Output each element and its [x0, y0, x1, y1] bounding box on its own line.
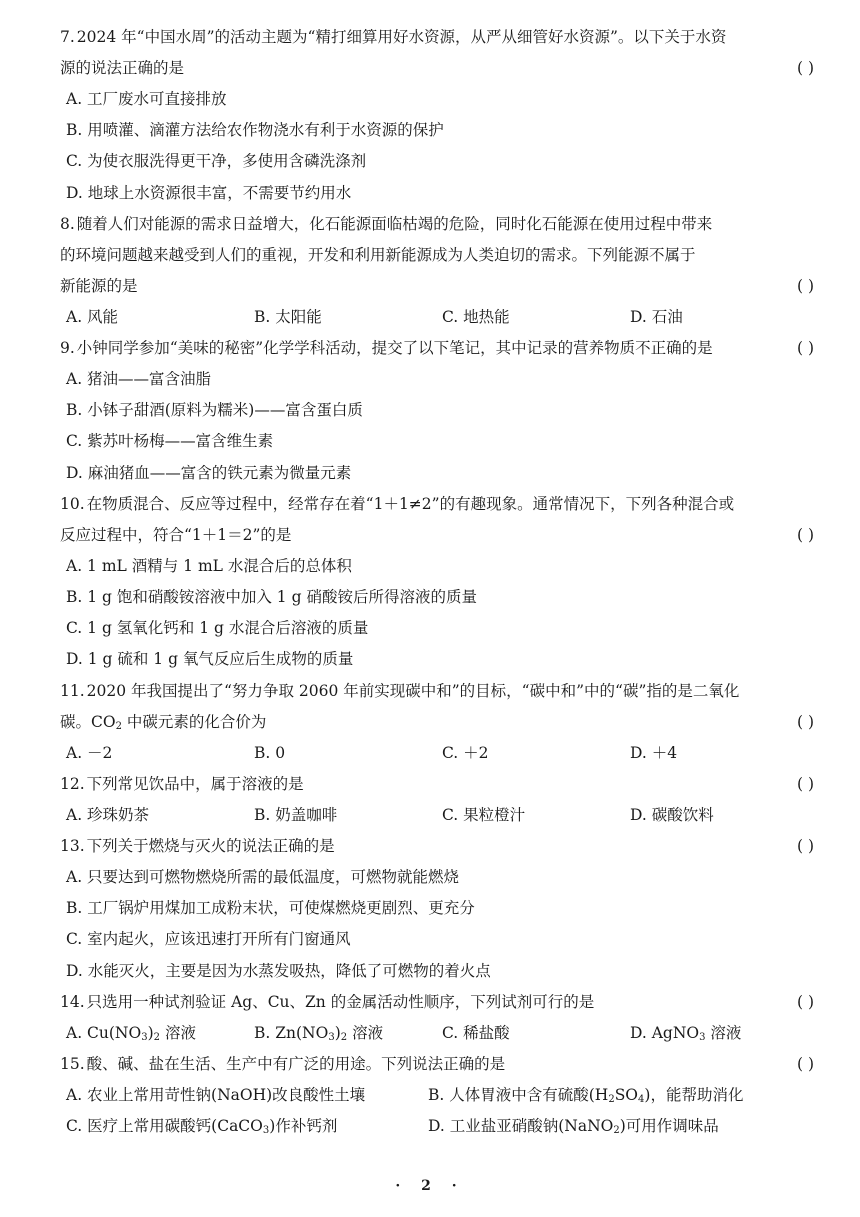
question-number: 11. [60, 681, 85, 700]
question-stem [60, 676, 824, 707]
question-stem [60, 489, 824, 520]
subscript: 2 [115, 720, 122, 732]
subscript: 4 [638, 1094, 645, 1106]
option-a: A. 猪油——富含油脂 [66, 370, 212, 389]
option-c: C. 果粒橙汁 [442, 805, 526, 824]
question-15 [60, 1049, 824, 1142]
question-9 [60, 333, 824, 489]
option-d: D. ＋4 [630, 743, 678, 762]
question-7 [60, 22, 824, 209]
option-c: C. 为使衣服洗得更干净，多使用含磷洗涤剂 [66, 152, 367, 171]
question-stem-cont [60, 271, 824, 302]
option-b: B. 1 g 饱和硝酸铵溶液中加入 1 g 硝酸铵后所得溶液的质量 [66, 588, 477, 607]
option-d: D. 麻油猪血——富含的铁元素为微量元素 [66, 463, 352, 482]
options-grid [60, 1080, 824, 1142]
option-text: D. 工业盐亚硝酸钠(NaNO [428, 1117, 614, 1136]
option-a [66, 1018, 254, 1049]
subscript: 2 [340, 1031, 348, 1043]
option-a: A. 风能 [66, 307, 119, 326]
stem-text: 下列关于燃烧与灭火的说法正确的是 [86, 837, 335, 856]
question-number: 8. [60, 214, 75, 233]
option-text: ) [334, 1023, 341, 1042]
stem-text: 源的说法正确的是 [60, 59, 185, 77]
option-d: D. 1 g 硫和 1 g 氧气反应后生成物的质量 [66, 650, 354, 669]
question-stem-cont [60, 707, 824, 738]
option-text: B. 人体胃液中含有硫酸(H [428, 1086, 609, 1105]
question-stem [60, 22, 824, 53]
question-13 [60, 831, 824, 987]
option-text: SO [614, 1086, 639, 1105]
option-c: C. ＋2 [442, 743, 489, 762]
question-stem-cont [60, 520, 824, 551]
options-row [60, 738, 824, 769]
answer-blank[interactable]: ( ) [796, 276, 814, 295]
option-text: )，能帮助消化 [644, 1086, 744, 1105]
stem-text: 下列常见饮品中，属于溶液的是 [86, 774, 304, 793]
stem-text: 2020 年我国提出了“努力争取 2060 年前实现碳中和”的目标，“碳中和”中的“碳”指的是二氧化 [86, 681, 740, 700]
option-c: C. 稀盐酸 [442, 1023, 510, 1042]
stem-text: 碳。CO [60, 712, 116, 731]
answer-blank[interactable]: ( ) [796, 1055, 814, 1074]
option-text: 溶液 [705, 1023, 742, 1042]
answer-blank[interactable]: ( ) [796, 339, 814, 358]
stem-text: 中碳元素的化合价为 [121, 712, 267, 731]
option-a: A. 1 mL 酒精与 1 mL 水混合后的总体积 [66, 556, 352, 575]
options-row [60, 800, 824, 831]
question-stem [60, 769, 824, 800]
option-a: A. 只要达到可燃物燃烧所需的最低温度，可燃物就能燃烧 [66, 868, 460, 887]
option-c: C. 室内起火，应该迅速打开所有门窗通风 [66, 930, 351, 949]
option-text: ) [147, 1023, 154, 1042]
stem-text: 酸、碱、盐在生活、生产中有广泛的用途。下列说法正确的是 [86, 1055, 506, 1074]
option-a: A. 农业上常用苛性钠(NaOH)改良酸性土壤 [66, 1086, 366, 1105]
option-a: A. 工厂废水可直接排放 [66, 90, 227, 108]
subscript: 3 [141, 1031, 148, 1043]
subscript: 2 [608, 1094, 615, 1106]
question-number: 14. [60, 992, 85, 1011]
option-b: B. 工厂锅炉用煤加工成粉末状，可使煤燃烧更剧烈、更充分 [66, 899, 475, 918]
question-stem [60, 1049, 824, 1080]
option-a: A. －2 [66, 743, 113, 762]
answer-blank[interactable]: ( ) [796, 712, 814, 731]
option-b [428, 1080, 790, 1111]
answer-blank[interactable]: ( ) [796, 59, 814, 77]
answer-blank[interactable]: ( ) [796, 525, 814, 544]
option-b: B. 太阳能 [254, 307, 322, 326]
option-text: )可用作调味品 [619, 1117, 719, 1136]
option-d [630, 1018, 818, 1049]
subscript: 2 [613, 1125, 620, 1137]
option-c: C. 地热能 [442, 307, 510, 326]
question-stem-cont: 的环境问题越来越受到人们的重视，开发和利用新能源成为人类迫切的需求。下列能源不属于 [60, 245, 696, 264]
question-stem-cont [60, 53, 824, 84]
question-number: 13. [60, 837, 85, 856]
question-stem [60, 333, 824, 364]
answer-blank[interactable]: ( ) [796, 992, 814, 1011]
question-11 [60, 676, 824, 769]
option-d: D. 水能灭火，主要是因为水蒸发吸热，降低了可燃物的着火点 [66, 961, 491, 980]
answer-blank[interactable]: ( ) [796, 774, 814, 793]
question-10 [60, 489, 824, 676]
question-number: 10. [60, 494, 85, 513]
options-row [60, 1018, 824, 1049]
option-c: C. 紫苏叶杨梅——富含维生素 [66, 432, 274, 451]
question-stem [60, 209, 824, 240]
option-b: B. 小钵子甜酒(原料为糯米)——富含蛋白质 [66, 401, 363, 420]
option-text: B. Zn(NO [254, 1023, 329, 1042]
option-text: D. AgNO [630, 1023, 700, 1042]
option-a: A. 珍珠奶茶 [66, 805, 150, 824]
option-text: )作补钙剂 [269, 1117, 338, 1136]
option-d [428, 1111, 790, 1142]
question-14 [60, 987, 824, 1049]
stem-text: 2024 年“中国水周”的活动主题为“精打细算用好水资源，从严从细管好水资源”。以下关于水资 [76, 28, 727, 46]
option-b: B. 奶盖咖啡 [254, 805, 338, 824]
option-text: A. Cu(NO [66, 1023, 142, 1042]
question-number: 12. [60, 774, 85, 793]
option-b: B. 0 [254, 743, 286, 762]
option-d: D. 地球上水资源很丰富，不需要节约用水 [66, 183, 352, 202]
subscript: 2 [153, 1031, 161, 1043]
option-text: C. 医疗上常用碳酸钙(CaCO [66, 1117, 263, 1136]
stem-text: 小钟同学参加“美味的秘密”化学学科活动，提交了以下笔记，其中记录的营养物质不正确的是 [76, 339, 713, 358]
question-number: 9. [60, 339, 75, 358]
stem-text: 随着人们对能源的需求日益增大，化石能源面临枯竭的危险，同时化石能源在使用过程中带来 [76, 214, 713, 233]
subscript: 3 [699, 1031, 706, 1043]
option-b [254, 1018, 442, 1049]
page-number: · 2 · [395, 1178, 465, 1194]
option-text: 溶液 [160, 1023, 196, 1042]
question-12 [60, 769, 824, 831]
option-text: 溶液 [347, 1023, 384, 1042]
stem-text: 在物质混合、反应等过程中，经常存在着“1＋1≠2”的有趣现象。通常情况下，下列各种混合或 [86, 494, 735, 513]
stem-text: 新能源的是 [60, 276, 138, 295]
option-c [66, 1111, 428, 1142]
options-row [60, 302, 824, 333]
option-d: D. 石油 [630, 307, 683, 326]
question-8 [60, 209, 824, 333]
option-c: C. 1 g 氢氧化钙和 1 g 水混合后溶液的质量 [66, 619, 369, 638]
option-b: B. 用喷灌、滴灌方法给农作物浇水有利于水资源的保护 [66, 121, 444, 140]
stem-text: 只选用一种试剂验证 Ag、Cu、Zn 的金属活动性顺序，下列试剂可行的是 [86, 992, 595, 1011]
option-d: D. 碳酸饮料 [630, 805, 714, 824]
question-number: 7. [60, 28, 75, 46]
question-stem [60, 831, 824, 862]
answer-blank[interactable]: ( ) [796, 837, 814, 856]
stem-text: 反应过程中，符合“1＋1＝2”的是 [60, 525, 292, 544]
subscript: 3 [262, 1125, 270, 1137]
question-stem [60, 987, 824, 1018]
question-number: 15. [60, 1055, 85, 1074]
subscript: 3 [328, 1031, 335, 1043]
